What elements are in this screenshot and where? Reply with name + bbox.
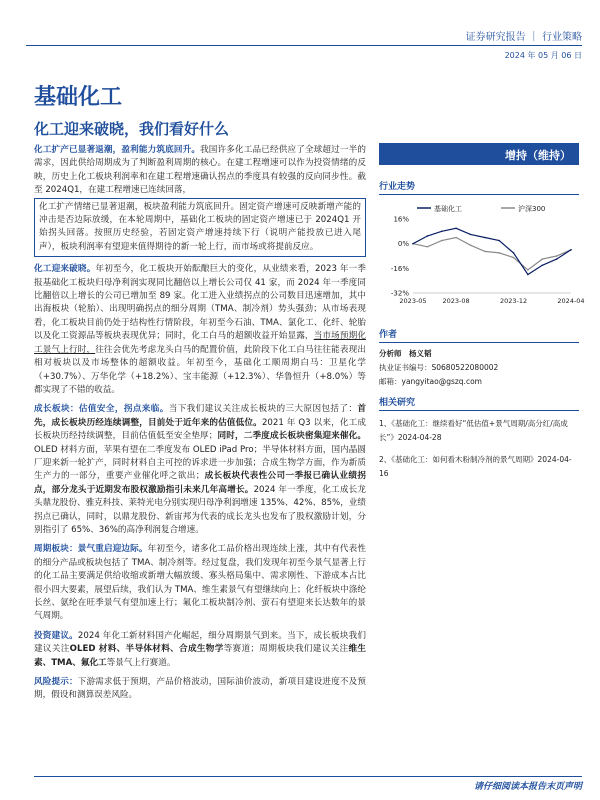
series-point (556, 258, 558, 260)
series-point (513, 252, 515, 254)
rating-badge: 增持（维持） (379, 143, 579, 165)
para-bold: OLED 材料、半导体材料、合成生物学 (69, 644, 224, 655)
para-growth (34, 403, 366, 537)
para-advice (34, 630, 366, 670)
report-date: 2024 年 05 月 06 日 (504, 51, 582, 60)
x-tick-label: 2023-05 (399, 297, 427, 305)
analyst-cert: 执业证书编号：S0680522080002 (379, 363, 499, 372)
series-point (427, 235, 429, 237)
legend-label-b: 沪深300 (518, 205, 546, 213)
sector-title: 基础化工 (34, 84, 123, 110)
para-supply-box (34, 198, 366, 258)
para-text: 化工扩产情绪已显著退潮，板块盈利能力筑底回升。固定资产增速可反映新增产能的冲击是否边际放缓，在本轮周期中，基础化工板块的固定资产增速已于 2024Q1 开始拐头回落。按照历史经验，若固定资产增速持续下行（说明产能投放已进入尾声），板块利润率有望迎来值得期待的新一轮上行，而市场或将提前反应。 (39, 201, 361, 252)
series-point (470, 244, 472, 246)
series-point (441, 231, 443, 233)
sidebar (379, 143, 585, 481)
para-cycle (34, 543, 366, 623)
series-point (470, 234, 472, 236)
series-point (570, 249, 572, 251)
y-tick-label: 0% (397, 240, 409, 249)
para-text: 我国许多化工品已经供应了全球超过一半的需求，因此供给周期成为了判断盈利周期的核心。在建工程增速可以作为投资情绪的反映，历史上化工板块利润率和在建工程增速确认拐点的季度具有较强的反向同步性。截至 2024Q1，在建工程增速已连续回落， (34, 145, 366, 196)
series-point (541, 264, 543, 266)
para-bold: 同时，二季度成长板块密集迎来催化。 (217, 431, 366, 442)
trend-chart (379, 199, 585, 309)
para-lead: 化工扩产已显著退潮，盈利能力筑底回升。 (34, 145, 201, 155)
series-point (527, 274, 529, 276)
para-text: 2024 年一季度，化工成长龙头鼎龙股份、雅克科技、莱特光电分别实现归母净利润增速 135%、42%、85%，业绩拐点已确认，同时，以鼎龙股份、新宙邦为代表的成长龙头也发布了股权激励计划，分别指引了 65%、36%的高净利润复合增速。 (34, 484, 366, 535)
report-category: 证券研究报告 ｜ 行业策略 (465, 32, 582, 43)
para-bold: 维生素、TMA、氟化工 (34, 644, 366, 668)
para-text: 当下我们建议关注成长板块的三大原因包括了： (168, 404, 358, 415)
series-line (413, 238, 571, 270)
para-supply (34, 144, 366, 198)
author-title: 作者 (379, 327, 579, 343)
analyst-name: 分析师 杨义韬 (379, 349, 432, 358)
para-lead: 成长板块：估值安全，拐点来临。 (34, 404, 169, 415)
para-text: OLED 材料方面，苹果有望在二季度发布 OLED iPad Pro；半导体材料方面，国内晶圆厂迎来新一轮扩产，同时材料自主可控的诉求进一步加强；合成生物学方面，作为新质生产力的一部分，重要产业催化呼之欲出； (34, 444, 366, 482)
author-block (379, 347, 579, 389)
y-tick-label: -32% (390, 289, 409, 298)
para-dawn (34, 263, 366, 397)
series-point (484, 237, 486, 239)
para-lead: 投资建议。 (34, 630, 78, 641)
series-point (541, 258, 543, 260)
related-item[interactable]: 1、《基础化工：继续看好“低估值+景气周期/高分红/高成长”》2024-04-28 (379, 419, 568, 442)
related-list (379, 417, 579, 481)
footer-disclaimer: 请仔细阅读本报告末页声明 (473, 782, 582, 792)
chart-plot (391, 216, 585, 306)
related-item[interactable]: 2、《基础化工：如何看木粉制冷剂的景气周期》2024-04-16 (379, 455, 572, 478)
para-bold: 首先，成长板块历经连续调整，目前处于近年来的估值低位。 (34, 404, 366, 428)
series-point (513, 257, 515, 259)
series-point (455, 237, 457, 239)
series-point (412, 243, 414, 245)
trend-title: 行业走势 (379, 179, 579, 195)
footer (34, 776, 582, 790)
para-text: 往往会优先考虑龙头白马的配置价值，此阶段下化工白马往往能表现出相对板块以及市场整体的超额收益。年初至今，基础化工顺周期白马：卫星化学（+30.7%）、万华化学（+18.2%）、宝丰能源（+12.3%）、华鲁恒升（+8.0%）等都实现了不错的收益。 (34, 344, 366, 395)
series-point (498, 240, 500, 242)
series-point (498, 252, 500, 254)
para-text: 2024 年化工新材料国产化崛起，细分周期景气到来。当下，成长板块我们建议关注 (34, 630, 366, 655)
para-lead: 化工迎来破晓。 (34, 264, 96, 275)
para-risk (34, 676, 366, 703)
para-lead: 风险提示： (34, 677, 78, 688)
series-point (556, 255, 558, 257)
y-tick-label: -16% (390, 264, 409, 273)
report-headline: 化工迎来破晓，我们看好什么 (34, 120, 230, 138)
para-text: 年初至今，化工板块开始酝酿巨大的变化，从业绩来看，2023 年一季报基础化工板块归母净利润实现同比翻倍以上增长公司仅 41 家，而 2024 年一季度同比翻倍以上增长的公司已增加至 89 家。化工进入业绩拐点的公司数目迅速增加，其中出海板块（轮胎）、出现明确拐点的细分周期（TMA、制冷剂）势头强劲；从市场表现看，化工板块目前仍处于结构性行情阶段，年初至今石油、TMA、氯化工、化纤、轮胎以及化工资源品等板块表现优异；同时，化工白马的超额收益开始显露， (34, 264, 366, 342)
main-body (34, 138, 366, 703)
header-divider (26, 45, 582, 46)
series-point (527, 269, 529, 271)
analyst-email[interactable]: 邮箱：yangyitao@gszq.com (379, 377, 482, 386)
y-tick-label: 16% (393, 215, 409, 224)
para-underline: 当市场预期化工景气上行时， (34, 331, 366, 355)
para-bold: 成长板块代表性公司一季报已确认业绩拐点，部分龙头于近期发布股权激励指引未来几年高增长。 (34, 471, 366, 495)
legend-label-a: 基础化工 (434, 205, 462, 213)
para-text: 等赛道；周期板块我们建议关注 (223, 644, 349, 655)
x-tick-label: 2023-08 (442, 297, 470, 305)
x-tick-label: 2024-04 (557, 297, 585, 305)
para-text: 下游需求低于预期，产品价格波动，国际油价波动，新项目建设进度不及预期，假设和测算误差风险。 (34, 677, 366, 701)
series-point (441, 240, 443, 242)
series-point (455, 227, 457, 229)
series-line (413, 228, 571, 274)
x-tick-label: 2023-12 (499, 297, 528, 305)
para-text: 年初至今，诸多化工品价格出现连续上涨，其中有代表性的细分产品或板块包括了 TMA、制冷剂等。经过复盘，我们发现年初至今景气显著上行的化工品主要满足供给收缩或新增大幅放缓、寡头格局集中、需求刚性、下游成本占比很小四大要素，展望后续，我们认为 TMA、维生素景气有望继续向上；化纤板块中涤纶长丝、氨纶在旺季景气有望加速上行；氟化工板块制冷剂、萤石有望迎来长达数年的景气周期。 (34, 544, 366, 622)
para-text: 2021 年 Q3 以来，化工成长板块历经持续调整，目前估值低至安全垫厚； (34, 417, 366, 442)
trend-chart-svg (379, 199, 585, 309)
related-title: 相关研究 (379, 395, 579, 411)
para-lead: 周期板块：景气重启迎边际。 (34, 544, 148, 555)
chart-legend (417, 204, 545, 213)
para-text: 等景气上行赛道。 (106, 657, 176, 668)
series-point (484, 251, 486, 253)
series-point (427, 246, 429, 248)
